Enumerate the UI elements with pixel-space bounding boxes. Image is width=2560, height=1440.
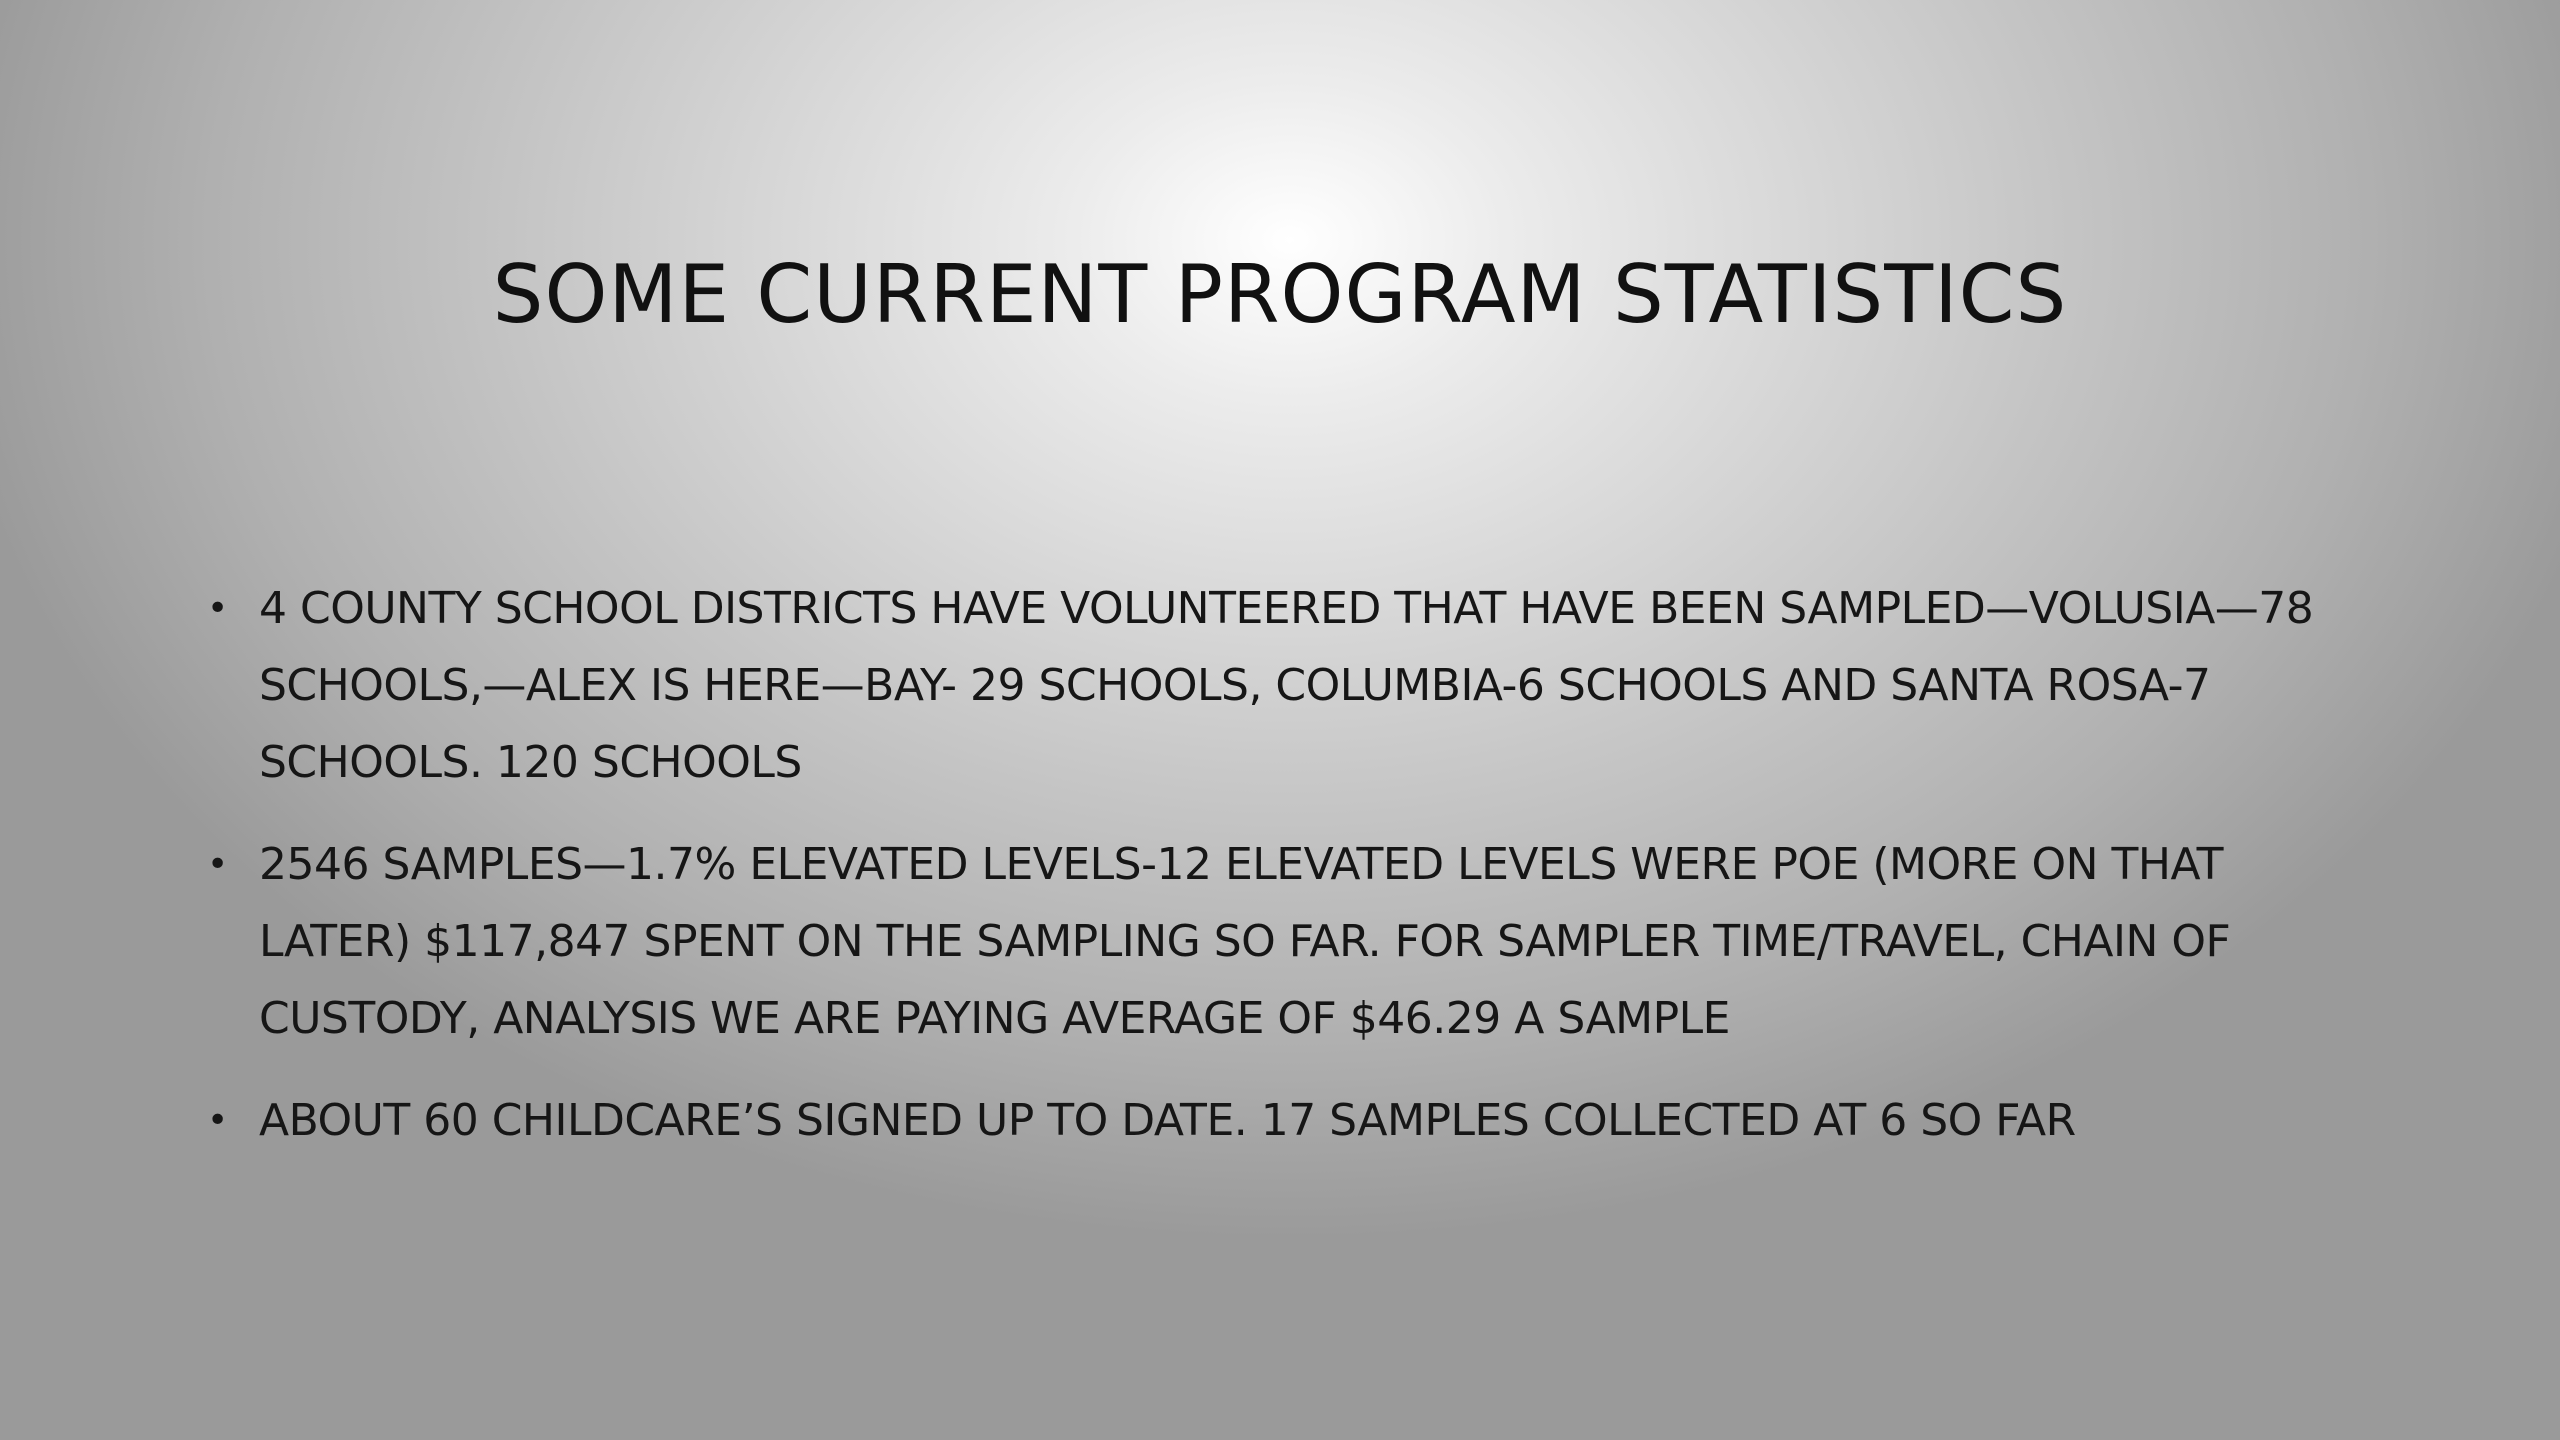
slide-title: SOME CURRENT PROGRAM STATISTICS xyxy=(492,248,2068,341)
bullet-list xyxy=(207,570,2357,1159)
bullet-dot-icon: • xyxy=(207,588,228,629)
bullet-text: 4 COUNTY SCHOOL DISTRICTS HAVE VOLUNTEERED THAT HAVE BEEN SAMPLED—VOLUSIA—78 SCHOOLS,—ALEX IS HERE—BAY- 29 SCHOOLS, COLUMBIA-6 SCHOOLS AND SANTA ROSA-7 SCHOOLS. 120 SCHOOLS xyxy=(259,583,2314,788)
bullet-item-samples xyxy=(207,826,2357,1057)
bullet-dot-icon: • xyxy=(207,1100,228,1141)
bullet-text: ABOUT 60 CHILDCARE’S SIGNED UP TO DATE. 17 SAMPLES COLLECTED AT 6 SO FAR xyxy=(259,1095,2076,1146)
bullet-text: 2546 SAMPLES—1.7% ELEVATED LEVELS-12 ELEVATED LEVELS WERE POE (MORE ON THAT LATER) $117,847 SPENT ON THE SAMPLING SO FAR. FOR SAMPLER TIME/TRAVEL, CHAIN OF CUSTODY, ANALYSIS WE ARE PAYING AVERAGE OF $46.29 A SAMPLE xyxy=(259,839,2231,1044)
bullet-item-districts xyxy=(207,570,2357,801)
bullet-item-childcare xyxy=(207,1082,2357,1159)
bullet-dot-icon: • xyxy=(207,844,228,885)
